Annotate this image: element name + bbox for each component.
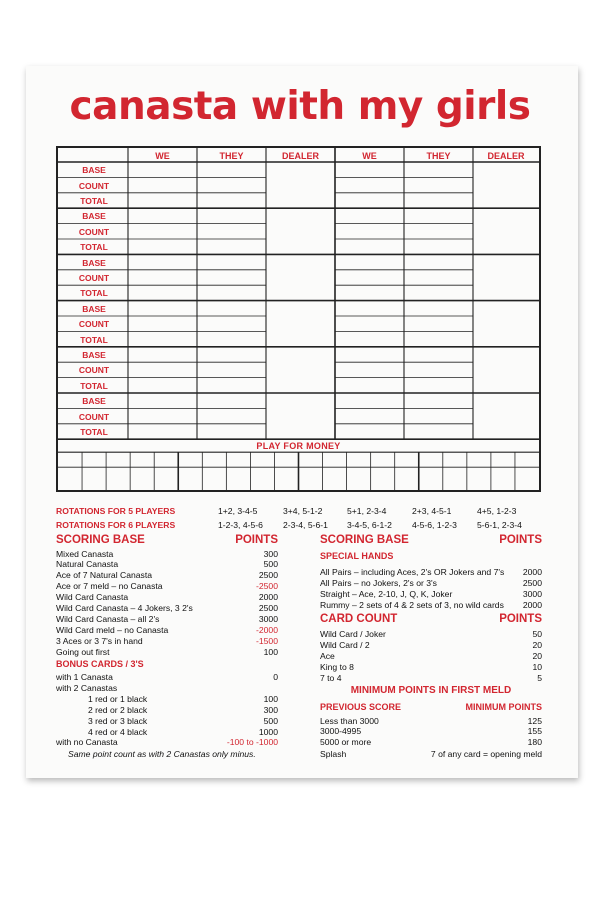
- item-label: All Pairs – including Aces, 2's OR Jokers and 7's: [320, 566, 505, 577]
- score-grid: [58, 148, 539, 490]
- rotation-6-value: 3-4-5, 6-1-2: [347, 520, 392, 530]
- item-value: 2000: [522, 599, 542, 610]
- total-label: TOTAL: [80, 196, 108, 206]
- item-value: 2000: [522, 566, 542, 577]
- min-meld-title: MINIMUM POINTS IN FIRST MELD: [350, 685, 512, 696]
- minimum-points-label: MINIMUM POINTS: [465, 702, 542, 712]
- item-label: 7 to 4: [320, 672, 342, 683]
- item-label: 3 red or 3 black: [88, 715, 148, 726]
- item-label: Natural Canasta: [56, 559, 119, 570]
- item-value: 500: [263, 715, 278, 726]
- item-value: -1500: [256, 635, 278, 646]
- item-label: Going out first: [56, 646, 110, 657]
- item-label: Ace or 7 meld – no Canasta: [56, 581, 163, 592]
- item-value: 10: [532, 661, 542, 672]
- header-we-1: WE: [155, 151, 170, 161]
- base-label: BASE: [82, 257, 106, 268]
- item-label: 4 red or 4 black: [88, 726, 148, 737]
- item-label: 2 red or 2 black: [88, 704, 148, 715]
- total-label: TOTAL: [80, 334, 108, 345]
- item-label: Ace of 7 Natural Canasta: [56, 570, 153, 581]
- item-label: Less than 3000: [320, 715, 379, 726]
- base-label: BASE: [82, 396, 106, 407]
- bonus-note: Same point count as with 2 Canastas only minus.: [68, 749, 256, 759]
- count-label: COUNT: [78, 226, 110, 237]
- total-label: TOTAL: [80, 242, 108, 253]
- card-count-points-label: POINTS: [499, 613, 542, 625]
- special-hands-title: SPECIAL HANDS: [320, 551, 394, 561]
- item-label: Wild Card Canasta – all 2's: [56, 613, 160, 624]
- header-they-1: THEY: [219, 151, 244, 161]
- item-value: 5: [537, 672, 542, 683]
- item-value: 3000: [522, 588, 542, 599]
- play-for-money-label: PLAY FOR MONEY: [256, 441, 341, 451]
- header-they-2: THEY: [426, 151, 451, 161]
- rotation-5-value: 4+5, 1-2-3: [477, 506, 517, 516]
- rotation-5-value: 2+3, 4-5-1: [412, 506, 452, 516]
- item-label: with 1 Canasta: [56, 672, 113, 682]
- total-label: TOTAL: [80, 288, 108, 299]
- header-dealer-1: DEALER: [281, 151, 319, 161]
- rotation-6-value: 4-5-6, 1-2-3: [412, 520, 457, 530]
- item-value: 20: [532, 650, 542, 661]
- card-count-title: CARD COUNT: [320, 613, 398, 625]
- count-label: COUNT: [78, 365, 110, 376]
- bonus-title: BONUS CARDS / 3'S: [56, 659, 144, 669]
- base-label: BASE: [82, 165, 106, 176]
- item-value: -2500: [256, 581, 278, 592]
- item-value: 3000: [258, 613, 278, 624]
- item-value: 180: [527, 737, 542, 748]
- item-value: 1000: [258, 726, 278, 737]
- item-value: -2000: [256, 624, 278, 635]
- item-value: 155: [527, 726, 542, 737]
- item-value: 2500: [522, 577, 542, 588]
- rotation-5-value: 5+1, 2-3-4: [347, 506, 387, 516]
- item-label: All Pairs – no Jokers, 2's or 3's: [320, 577, 437, 588]
- left-scoring-title: SCORING BASE: [56, 534, 145, 546]
- item-value: 2000: [258, 592, 278, 603]
- count-label: COUNT: [78, 319, 110, 330]
- total-label: TOTAL: [80, 380, 108, 391]
- rotation-5-value: 3+4, 5-1-2: [283, 506, 323, 516]
- header-we-2: WE: [362, 151, 377, 161]
- item-value: 2500: [258, 570, 278, 581]
- item-label: Rummy – 2 sets of 4 & 2 sets of 3, no wild cards: [320, 599, 504, 610]
- total-label: TOTAL: [80, 427, 108, 437]
- item-label: 5000 or more: [320, 737, 372, 748]
- item-value: 300: [263, 548, 278, 559]
- item-label: Ace: [320, 650, 335, 661]
- rotation-5-value: 1+2, 3-4-5: [218, 506, 258, 516]
- item-label: 1 red or 1 black: [88, 693, 148, 704]
- item-value: 125: [527, 715, 542, 726]
- base-label: BASE: [82, 211, 106, 222]
- count-label: COUNT: [78, 411, 110, 422]
- right-points-label: POINTS: [499, 534, 542, 546]
- item-value: 500: [263, 559, 278, 570]
- item-value: 300: [263, 704, 278, 715]
- header-dealer-2: DEALER: [487, 151, 525, 161]
- item-label: 3 Aces or 3 7's in hand: [56, 635, 143, 646]
- item-label: 3000-4995: [320, 726, 362, 737]
- rotation-6-value: 5-6-1, 2-3-4: [477, 520, 522, 530]
- item-value: 100: [263, 693, 278, 704]
- count-label: COUNT: [78, 273, 110, 283]
- item-value: 20: [532, 639, 542, 650]
- right-scoring-title: SCORING BASE: [320, 534, 409, 546]
- rotation-6-value: 1-2-3, 4-5-6: [218, 520, 263, 530]
- rotation-6-value: 2-3-4, 5-6-1: [283, 520, 328, 530]
- page-title: canasta with my girls: [69, 84, 531, 129]
- item-value: 2500: [258, 603, 278, 613]
- item-label: with no Canasta: [56, 737, 118, 748]
- splash-label: Splash: [320, 749, 347, 759]
- left-points-label: POINTS: [235, 534, 278, 546]
- item-value: 0: [273, 672, 278, 682]
- splash-value: 7 of any card = opening meld: [430, 749, 542, 759]
- count-label: COUNT: [78, 180, 110, 191]
- rotation-5-label: ROTATIONS FOR 5 PLAYERS: [56, 506, 176, 516]
- item-label: Wild Card Canasta: [56, 592, 129, 603]
- item-value: -100 to -1000: [226, 737, 278, 748]
- item-label: Wild Card meld – no Canasta: [56, 624, 169, 635]
- rotation-6-label: ROTATIONS FOR 6 PLAYERS: [56, 520, 176, 530]
- base-label: BASE: [82, 350, 106, 360]
- base-label: BASE: [82, 303, 106, 314]
- item-value: 100: [263, 646, 278, 657]
- item-value: 50: [532, 629, 542, 639]
- item-label: Wild Card / Joker: [320, 629, 386, 639]
- item-label: King to 8: [320, 661, 354, 672]
- score-table: [56, 146, 541, 492]
- previous-score-label: PREVIOUS SCORE: [320, 702, 402, 712]
- item-label: Straight – Ace, 2-10, J, Q, K, Joker: [320, 588, 453, 599]
- item-label: Wild Card Canasta – 4 Jokers, 3 2's: [56, 603, 193, 613]
- item-label: with 2 Canastas: [56, 682, 118, 693]
- item-label: Mixed Canasta: [56, 548, 114, 559]
- item-label: Wild Card / 2: [320, 639, 370, 650]
